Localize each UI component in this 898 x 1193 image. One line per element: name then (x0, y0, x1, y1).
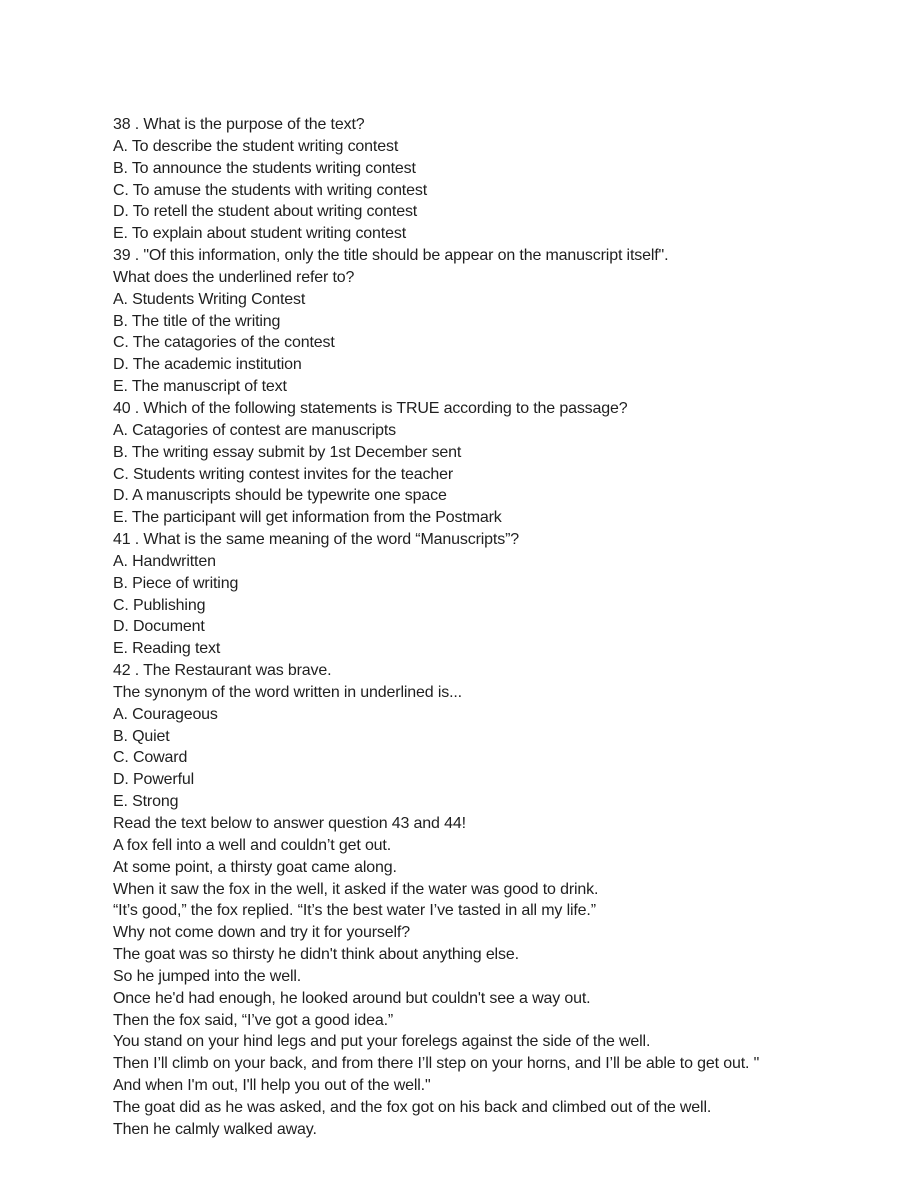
story-line: Once he'd had enough, he looked around but couldn't see a way out. (113, 989, 591, 1007)
reading-instruction: Read the text below to answer question 43 and 44! (113, 815, 466, 832)
question-42-option-e: E. Strong (113, 793, 179, 811)
story-line: Then I’ll climb on your back, and from there I’ll step on your horns, and I’ll be able to get out. " (113, 1055, 760, 1073)
story-line: Why not come down and try it for yourself? (113, 924, 410, 942)
question-40-option-c: C. Students writing contest invites for the teacher (113, 465, 454, 483)
question-42-option-a: A. Courageous (113, 705, 218, 723)
question-40-option-b: B. The writing essay submit by 1st December sent (113, 443, 462, 461)
question-38-option-e: E. To explain about student writing contest (113, 225, 406, 243)
question-40-prompt: 40 . Which of the following statements is TRUE according to the passage? (113, 399, 628, 417)
story-line: A fox fell into a well and couldn’t get out. (113, 836, 392, 854)
question-42-prompt-continued: The synonym of the word written in underlined is... (113, 683, 462, 701)
question-40-option-e: E. The participant will get information from the Postmark (113, 509, 502, 527)
question-39-option-b: B. The title of the writing (113, 312, 281, 330)
question-38-option-c: C. To amuse the students with writing contest (113, 181, 428, 199)
question-41-option-e: E. Reading text (113, 640, 221, 658)
story-line: You stand on your hind legs and put your forelegs against the side of the well. (113, 1033, 651, 1051)
question-39-option-a: A. Students Writing Contest (113, 290, 306, 308)
question-38-prompt: 38 . What is the purpose of the text? (113, 116, 365, 133)
question-39-prompt: 39 . "Of this information, only the title should be appear on the manuscript itself". (113, 247, 669, 265)
question-42-option-d: D. Powerful (113, 771, 195, 789)
question-41-option-d: D. Document (113, 618, 205, 636)
story-line: And when I'm out, I'll help you out of the well." (113, 1077, 431, 1095)
story-line: Then he calmly walked away. (113, 1120, 317, 1138)
story-line: “It’s good,” the fox replied. “It’s the best water I’ve tasted in all my life.” (113, 902, 596, 920)
question-38-option-a: A. To describe the student writing contest (113, 137, 399, 155)
question-40-option-a: A. Catagories of contest are manuscripts (113, 421, 397, 439)
question-42-option-c: C. Coward (113, 749, 188, 767)
story-line: Then the fox said, “I’ve got a good idea.” (113, 1011, 394, 1029)
question-38-option-b: B. To announce the students writing contest (113, 159, 416, 177)
question-39-prompt-continued: What does the underlined refer to? (113, 268, 355, 286)
question-41-prompt: 41 . What is the same meaning of the word “Manuscripts”? (113, 531, 520, 549)
question-42-option-b: B. Quiet (113, 727, 170, 745)
question-41-option-b: B. Piece of writing (113, 574, 239, 592)
question-38-option-d: D. To retell the student about writing contest (113, 203, 418, 221)
question-39-option-e: E. The manuscript of text (113, 378, 287, 396)
document-text (113, 114, 813, 1141)
story-line: So he jumped into the well. (113, 967, 302, 985)
question-42-prompt: 42 . The Restaurant was brave. (113, 662, 332, 680)
question-40-option-d: D. A manuscripts should be typewrite one space (113, 487, 447, 505)
story-line: When it saw the fox in the well, it asked if the water was good to drink. (113, 880, 599, 898)
question-41-option-a: A. Handwritten (113, 552, 216, 570)
question-41-option-c: C. Publishing (113, 596, 206, 614)
story-line: At some point, a thirsty goat came along. (113, 858, 397, 876)
story-line: The goat was so thirsty he didn't think about anything else. (113, 946, 519, 964)
story-line: The goat did as he was asked, and the fox got on his back and climbed out of the well. (113, 1098, 712, 1116)
question-39-option-c: C. The catagories of the contest (113, 334, 335, 352)
question-39-option-d: D. The academic institution (113, 356, 302, 374)
